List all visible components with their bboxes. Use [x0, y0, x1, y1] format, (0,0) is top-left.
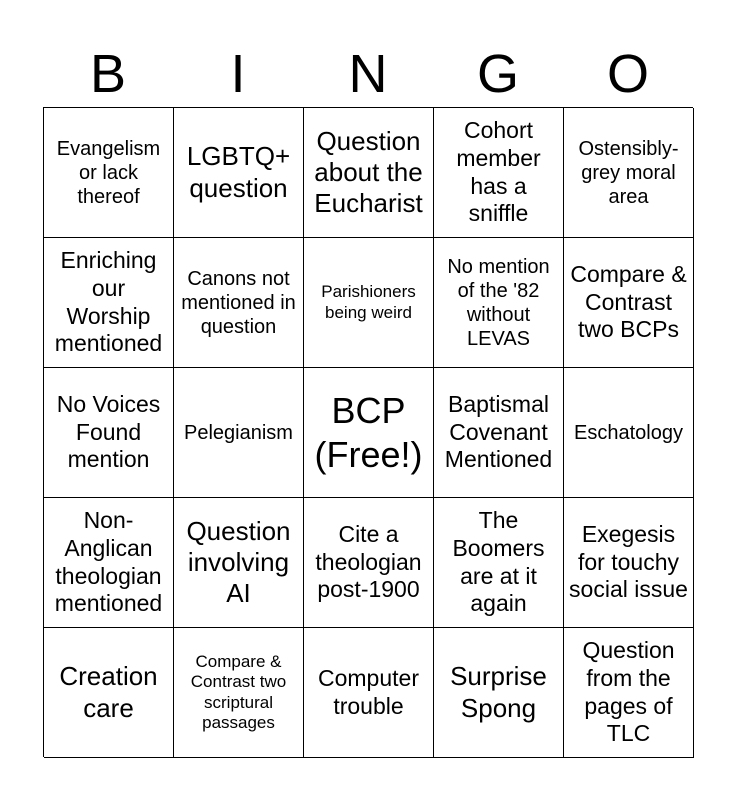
bingo-cell[interactable]	[304, 498, 434, 628]
cell-text: Question about the Eucharist	[314, 125, 423, 219]
bingo-cell[interactable]	[434, 498, 564, 628]
bingo-cell[interactable]	[174, 108, 304, 238]
bingo-cell[interactable]	[174, 498, 304, 628]
cell-text: Eschatology	[574, 421, 683, 444]
bingo-cell[interactable]	[174, 368, 304, 498]
cell-text: Compare & Contrast two BCPs	[570, 261, 687, 343]
cell-text: Creation care	[59, 661, 158, 723]
cell-text: Question from the pages of TLC	[582, 637, 675, 747]
cell-text: Computer trouble	[318, 664, 419, 719]
cell-text: The Boomers are at it again	[452, 507, 545, 617]
header-letter-o: O	[606, 44, 649, 104]
cell-text: No Voices Found mention	[56, 391, 161, 473]
bingo-cell[interactable]	[174, 628, 304, 758]
cell-text: Canons not mentioned in question	[181, 267, 296, 338]
bingo-cell[interactable]	[564, 628, 694, 758]
cell-text: Cohort member has a sniffle	[456, 117, 541, 227]
cell-text: Exegesis for touchy social issue	[569, 521, 688, 603]
bingo-cell[interactable]	[564, 498, 694, 628]
bingo-cell[interactable]	[564, 368, 694, 498]
bingo-cell[interactable]	[304, 238, 434, 368]
cell-text: Cite a theologian post-1900	[315, 521, 422, 603]
bingo-cell[interactable]	[44, 628, 174, 758]
bingo-cell[interactable]	[304, 628, 434, 758]
bingo-grid	[43, 107, 693, 757]
cell-text: Ostensibly-grey moral area	[578, 137, 679, 208]
bingo-header	[43, 40, 693, 108]
cell-text: LGBTQ+ question	[186, 141, 291, 203]
free-space-cell[interactable]	[304, 368, 434, 498]
bingo-cell[interactable]	[44, 108, 174, 238]
bingo-cell[interactable]	[44, 368, 174, 498]
cell-text: Pelegianism	[184, 421, 293, 444]
bingo-cell[interactable]	[434, 238, 564, 368]
cell-text: No mention of the '82 without LEVAS	[447, 255, 550, 350]
free-space-text: BCP (Free!)	[314, 390, 423, 475]
cell-text: Non-Anglican theologian mentioned	[54, 507, 163, 617]
bingo-cell[interactable]	[434, 108, 564, 238]
cell-text: Parishioners being weird	[321, 282, 416, 322]
cell-text: Surprise Spong	[450, 661, 547, 723]
bingo-cell[interactable]	[564, 238, 694, 368]
header-letter-i: I	[230, 44, 246, 104]
header-letter-g: G	[476, 44, 519, 104]
bingo-cell[interactable]	[434, 628, 564, 758]
bingo-cell[interactable]	[564, 108, 694, 238]
cell-text: Question involving AI	[186, 515, 291, 609]
cell-text: Enriching our Worship mentioned	[54, 247, 163, 357]
bingo-cell[interactable]	[174, 238, 304, 368]
bingo-cell[interactable]	[44, 238, 174, 368]
header-letter-n: N	[348, 44, 388, 104]
bingo-cell[interactable]	[304, 108, 434, 238]
bingo-cell[interactable]	[44, 498, 174, 628]
bingo-cell[interactable]	[434, 368, 564, 498]
cell-text: Compare & Contrast two scriptural passages	[190, 651, 287, 732]
cell-text: Baptismal Covenant Mentioned	[444, 391, 553, 473]
header-letter-b: B	[89, 44, 127, 104]
cell-text: Evangelism or lack thereof	[56, 137, 161, 208]
